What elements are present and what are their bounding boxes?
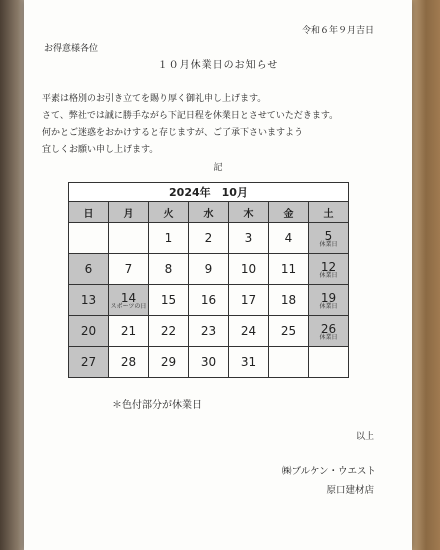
calendar-day [229, 254, 269, 285]
calendar-day [189, 316, 229, 347]
body-line: 何かとご迷惑をおかけすると存じますが、ご了承下さいますよう [42, 128, 304, 138]
day-number: 6 [84, 262, 93, 276]
weekday-wed: 水 [189, 202, 229, 223]
calendar-day [149, 316, 189, 347]
calendar-day-holiday [109, 285, 149, 316]
calendar-day [229, 285, 269, 316]
body-line: さて、弊社では誠に勝手ながら下記日程を休業日とさせていただきます。 [42, 111, 339, 121]
day-number: 27 [80, 355, 97, 369]
ki-marker: 記 [213, 163, 223, 173]
day-number: 29 [160, 355, 177, 369]
day-number: 21 [120, 324, 137, 338]
day-note: 休業日 [319, 240, 338, 248]
day-number: 20 [80, 324, 97, 338]
day-number: 23 [200, 324, 217, 338]
weekday-sun: 日 [69, 202, 109, 223]
day-number: 11 [280, 262, 297, 276]
day-number: 12 [320, 259, 337, 274]
company-name: ㈱ブルケン・ウエスト [282, 466, 376, 477]
day-number: 16 [200, 293, 217, 307]
day-number: 3 [244, 231, 253, 245]
day-number: 15 [160, 293, 177, 307]
holiday-footnote: ＊色付部分が休業日 [112, 400, 202, 411]
day-number: 5 [324, 228, 333, 243]
calendar-day-holiday [69, 347, 109, 378]
day-number: 7 [124, 262, 133, 276]
calendar-week-row [69, 223, 349, 254]
day-number: 28 [120, 355, 137, 369]
calendar-day [229, 223, 269, 254]
calendar-day [109, 316, 149, 347]
weekday-sat: 土 [309, 202, 349, 223]
day-note: 休業日 [319, 302, 338, 310]
body-line: 平素は格別のお引き立てを賜り厚く御礼申し上げます。 [42, 94, 267, 104]
calendar-body [69, 223, 349, 378]
day-number: 31 [240, 355, 257, 369]
body-line: 宜しくお願い申し上げます。 [42, 145, 159, 155]
calendar-day [149, 223, 189, 254]
calendar-month-title: 2024年 10月 [69, 183, 349, 202]
calendar-day [69, 223, 109, 254]
day-number: 19 [320, 290, 337, 305]
calendar-week-row [69, 254, 349, 285]
shop-name: 原口建材店 [326, 485, 374, 496]
day-number: 10 [240, 262, 257, 276]
calendar-day [149, 254, 189, 285]
day-number: 26 [320, 321, 337, 336]
day-number: 9 [204, 262, 213, 276]
day-number: 25 [280, 324, 297, 338]
calendar-day-holiday [309, 316, 349, 347]
calendar-day [229, 347, 269, 378]
calendar-day [189, 347, 229, 378]
calendar-day [189, 285, 229, 316]
calendar-day [269, 254, 309, 285]
day-number: 30 [200, 355, 217, 369]
day-number: 24 [240, 324, 257, 338]
calendar-day [269, 285, 309, 316]
calendar-day [189, 223, 229, 254]
calendar-day-holiday [69, 285, 109, 316]
day-number: 1 [164, 231, 173, 245]
notice-paper [24, 0, 412, 550]
calendar-day-holiday [309, 254, 349, 285]
day-number: 22 [160, 324, 177, 338]
calendar-day [269, 316, 309, 347]
calendar-week-row [69, 347, 349, 378]
day-note: 休業日 [319, 333, 338, 341]
calendar-week-row [69, 316, 349, 347]
day-number: 17 [240, 293, 257, 307]
day-number: 13 [80, 293, 97, 307]
calendar-week-row [69, 285, 349, 316]
day-number: 8 [164, 262, 173, 276]
calendar-day [269, 223, 309, 254]
day-note: 休業日 [319, 271, 338, 279]
weekday-tue: 火 [149, 202, 189, 223]
calendar-day [229, 316, 269, 347]
calendar-day [309, 347, 349, 378]
day-note: スポーツの日 [110, 302, 147, 310]
holiday-calendar [68, 182, 349, 378]
addressee: お得意様各位 [44, 44, 99, 54]
day-number: 4 [284, 231, 293, 245]
calendar-day [109, 347, 149, 378]
closing-word: 以上 [355, 432, 374, 442]
calendar-day [109, 223, 149, 254]
issue-date: 令和６年９月吉日 [301, 26, 374, 36]
calendar-day [189, 254, 229, 285]
day-number: 2 [204, 231, 213, 245]
weekday-thu: 木 [229, 202, 269, 223]
calendar-day-holiday [309, 285, 349, 316]
calendar-day-holiday [69, 316, 109, 347]
calendar-day-holiday [69, 254, 109, 285]
weekday-fri: 金 [269, 202, 309, 223]
weekday-mon: 月 [109, 202, 149, 223]
calendar-day [149, 285, 189, 316]
day-number: 18 [280, 293, 297, 307]
notice-title: １０月休業日のお知らせ [157, 60, 279, 71]
calendar-day-holiday [309, 223, 349, 254]
calendar-day [109, 254, 149, 285]
calendar-day [149, 347, 189, 378]
day-number: 14 [120, 290, 137, 305]
calendar-day [269, 347, 309, 378]
